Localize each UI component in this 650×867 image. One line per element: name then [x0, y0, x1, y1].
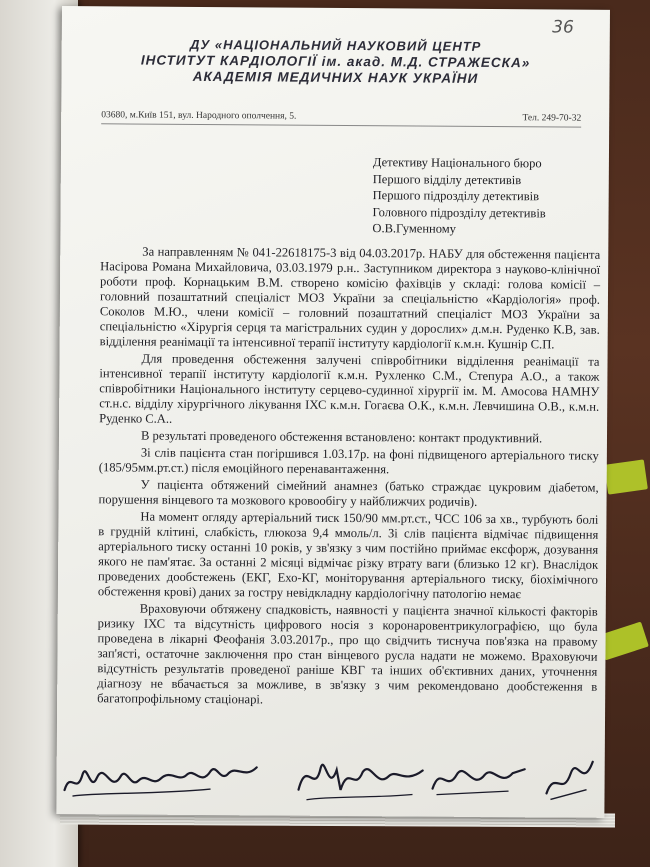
signature-1-icon: [60, 752, 260, 803]
page-number: 36: [552, 17, 574, 38]
letter-body: [97, 244, 600, 711]
paragraph-family-history: У пацієнта обтяжений сімейний анамнез (батько страждає цукровим діабетом, порушення вінцевого та мозкового кровообігу у найближчих родичів).: [98, 477, 599, 509]
paragraph-examination: На момент огляду артеріальний тиск 150/90 мм.рт.ст., ЧСС 106 за хв., турбують болі в грудній клітині, слабкість, глюкоза 9,4 ммоль/л. Зі слів пацієнта відмічає підвищення артеріального тиску останні 10 років, у зв'язку з чим постійно приймає ексфорж, дозування якого не пам'ятає. За останні 2 місяці відмічає різку втрату ваги (близько 12 кг). Внаслідок проведених дообстежень (ЕКГ, Ехо-КГ, моніторування артеріального тиску, біохімічного обстеження крові) даних за гостру невідкладну кардіологічну патологію немає: [97, 509, 599, 602]
paragraph-result: В результаті проведеного обстеження встановлено: контакт продуктивний.: [140, 428, 543, 446]
recipient-line: Детективу Національного бюро: [372, 155, 542, 171]
recipient-line: Першого відділу детективів: [372, 171, 522, 187]
institute-phone: Тел. 249-70-32: [522, 113, 582, 124]
document-page: [56, 6, 610, 818]
recipient-line: Головного підрозділу детективів: [372, 204, 546, 220]
paper-clip-tab: [604, 459, 648, 494]
letterhead: [61, 36, 609, 88]
paragraph-conclusion: Враховуючи обтяжену спадковість, наявності у пацієнта значної кількості факторів ризику ІХС та відсутність цифрового носія з коронаровентрикулографією, що була проведена в лікарні Феофанія 3.03.2017р., про що свідчить тиснуча пов'язка на правому зап'ясті, остаточне заключення про стан вінцевого русла надати не можемо. Враховуючи відсутність результатів проведеної раніше КВГ та інших об'єктивних даних, уточнення діагнозу не вбачається за можливе, в зв'язку з чим рекомендовано дообстеження в багатопрофільному стаціонарі.: [97, 601, 598, 707]
paragraph-complaint: Зі слів пацієнта стан погіршився 1.03.17р. на фоні підвищеного артеріального тиску (185/95мм.рт.ст.) після емоційного перенавантаження.: [98, 445, 599, 477]
recipient-block: [372, 154, 546, 238]
paragraph-referral: За направленням № 041-22618175-3 від 04.03.2017р. НАБУ для обстеження пацієнта Насірова Романа Михайловича, 03.03.1979 р.н.. Заступником директора з науково-клінічної роботи проф. Корнацьким В.М. створено комісію фахівців у складі: голова комісії – головний позаштатний спеціаліст МОЗ України за спеціальністю «Кардіологія» проф. Соколов М.Ю., члени комісії – головний позаштатний спеціаліст МОЗ України за спеціальністю «Хірургія серця та магістральних судин у дорослих» д.м.н. Руденко К.В, зав. відділення реанімації та інтенсивної терапії інституту кардіології к.м.н. Кушнір С.П.: [99, 244, 601, 352]
letterhead-line-2: ІНСТИТУТ КАРДІОЛОГІЇ ім. акад. М.Д. СТРАЖЕСКА»: [140, 52, 531, 71]
letterhead-line-3: АКАДЕМІЯ МЕДИЧНИХ НАУК УКРАЇНИ: [192, 68, 479, 86]
signature-2-icon: [292, 750, 432, 807]
recipient-line: Першого підрозділу детективів: [372, 188, 540, 204]
signature-4-icon: [540, 749, 600, 805]
institute-address: 03680, м.Київ 151, вул. Народного ополчення, 5.: [101, 110, 297, 122]
letterhead-address-row: [101, 110, 581, 127]
letterhead-line-1: ДУ «НАЦІОНАЛЬНИЙ НАУКОВИЙ ЦЕНТР: [190, 36, 482, 54]
recipient-line: О.В.Гуменному: [372, 221, 456, 236]
signatures-row: [56, 746, 604, 810]
paragraph-staff: Для проведення обстеження залучені співробітники відділення реанімації та інтенсивної терапії інституту кардіології к.м.н. Рухленко С.М., Степура А.О., а також співробітники Національного інституту серцево-судинної хірургії ім. М. Амосова НАМНУ ст.н.с. відділу хірургічного лікування ІХС к.м.н. Гогаєва О.К., к.м.н. Левчишина О.В., к.м.н. Руденко С.А..: [99, 351, 600, 426]
signature-3-icon: [428, 753, 528, 804]
